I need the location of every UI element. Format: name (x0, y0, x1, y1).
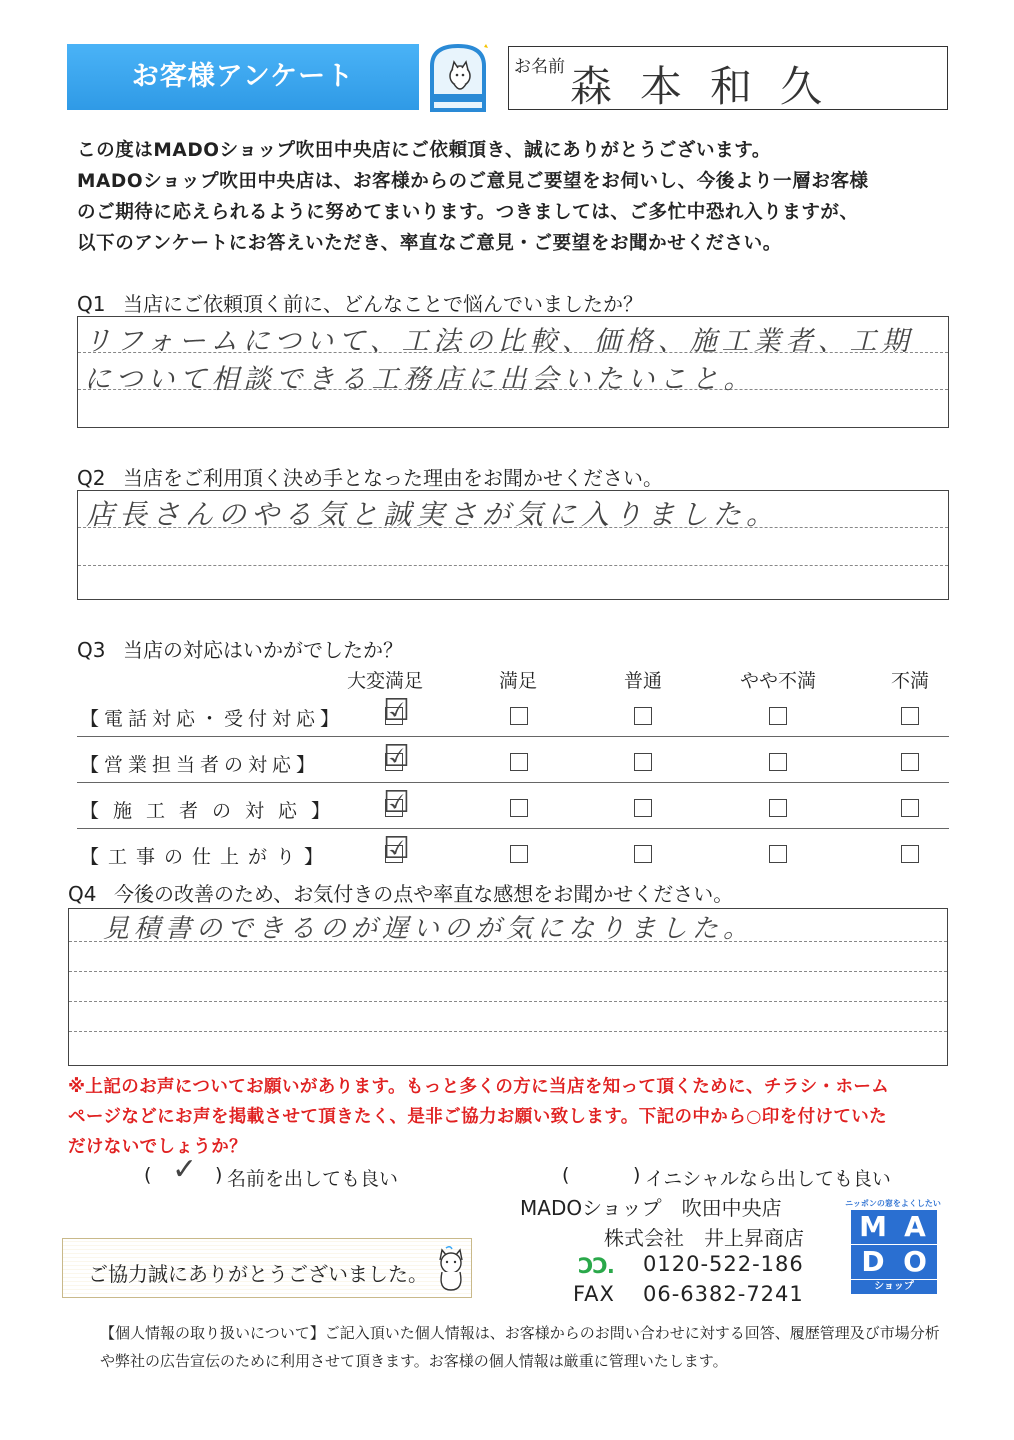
mado-logo (843, 1198, 943, 1298)
check-mark-icon: ☑ (383, 831, 410, 866)
logo-registered: ® (929, 1284, 937, 1293)
q1-answer-box (77, 316, 949, 428)
logo-letter-o: O (893, 1245, 937, 1279)
q1-text: 当店にご依頼頂く前に、どんなことで悩んでいましたか？ (123, 292, 643, 316)
check-mark-icon: ☑ (383, 785, 410, 820)
column-header: 普通 (623, 670, 662, 692)
rating-checkbox[interactable] (510, 707, 528, 725)
name-label: お名前 (514, 57, 565, 77)
logo-tagline: ニッポンの窓をよくしたい (845, 1199, 941, 1208)
rating-checkbox[interactable] (901, 799, 919, 817)
permission-close-paren: ) (633, 1164, 641, 1186)
q4-number: Q4 (68, 882, 97, 906)
check-mark-icon: ☑ (383, 693, 410, 728)
privacy-line: 【個人情報の取り扱いについて】ご記入頂いた個人情報は、お客様からのお問い合わせに対する回答、履歴管理及び市場分析 (100, 1324, 940, 1342)
q2-answer-line: 店長さんのやる気と誠実さが気に入りました。 (86, 498, 780, 531)
page-title: お客様アンケート (131, 61, 355, 92)
permission-check-mark: ✓ (172, 1152, 198, 1187)
rating-checkbox[interactable] (634, 707, 652, 725)
q4-answer-box (68, 908, 948, 1066)
q1-answer-line: について相談できる工務店に出会いたいこと。 (84, 364, 756, 395)
phone-number[interactable]: 0120-522-186 (643, 1252, 804, 1276)
logo-letter-m: M (851, 1210, 895, 1244)
fax-number: 06-6382-7241 (643, 1282, 804, 1306)
permission-open-paren: ( (562, 1164, 570, 1186)
rating-checkbox[interactable] (769, 845, 787, 863)
rating-checkbox[interactable] (769, 753, 787, 771)
q1-title (77, 288, 643, 317)
rating-checkbox[interactable] (510, 799, 528, 817)
q4-title (68, 878, 733, 907)
notice-line: ページなどにお声を掲載させて頂きたく、是非ご協力お願い致します。下記の中から○印を付けていた (68, 1107, 888, 1127)
logo-letter-a: A (893, 1210, 937, 1244)
check-mark-icon: ☑ (383, 739, 410, 774)
rating-checkbox[interactable] (769, 799, 787, 817)
rating-checkbox[interactable] (634, 753, 652, 771)
rating-checkbox[interactable] (769, 707, 787, 725)
q4-text: 今後の改善のため、お気付きの点や率直な感想をお聞かせください。 (114, 882, 734, 906)
column-header: 満足 (498, 670, 537, 692)
q1-number: Q1 (77, 292, 106, 316)
q3-row-label: 【施工者の対応】 (80, 800, 345, 822)
privacy-line: や弊社の広告宣伝のために利用させて頂きます。お客様の個人情報は厳重に管理いたします。 (100, 1352, 728, 1370)
row-divider (77, 782, 949, 783)
rating-checkbox[interactable] (901, 707, 919, 725)
notice-line: ※上記のお声についてお願いがあります。もっと多くの方に当店を知って頂くために、チラシ・ホーム (68, 1077, 890, 1097)
rating-checkbox[interactable] (634, 845, 652, 863)
row-divider (77, 736, 949, 737)
q3-text: 当店の対応はいかがでしたか？ (123, 638, 403, 662)
rating-checkbox[interactable] (901, 753, 919, 771)
thanks-message: ご協力誠にありがとうございました。 (88, 1262, 428, 1286)
q3-row-label: 【営業担当者の対応】 (80, 754, 321, 776)
row-divider (77, 828, 949, 829)
rating-checkbox[interactable] (510, 845, 528, 863)
q2-number: Q2 (77, 466, 106, 490)
column-header: 不満 (890, 670, 929, 692)
cat-icon (434, 1246, 468, 1292)
cat-window-icon (426, 42, 490, 112)
notice-line: だけないでしょうか？ (68, 1137, 247, 1157)
intro-line: MADOショップ吹田中央店は、お客様からのご意見ご要望をお伺いし、今後より一層お客様 (77, 171, 869, 192)
company-name: 株式会社 井上昇商店 (604, 1226, 804, 1250)
q3-row-label: 【工事の仕上がり】 (80, 846, 333, 868)
logo-shop-label: ショップ (851, 1280, 937, 1294)
column-header: やや不満 (739, 670, 816, 692)
rating-checkbox[interactable] (901, 845, 919, 863)
rating-checkbox[interactable] (634, 799, 652, 817)
q1-answer-line: リフォームについて、工法の比較、価格、施工業者、工期 (84, 326, 914, 357)
name-value: 森本和久 (570, 62, 851, 111)
freedial-icon: ƆƆ. (578, 1254, 614, 1278)
shop-name: MADOショップ 吹田中央店 (520, 1196, 782, 1220)
q2-title (77, 462, 663, 491)
q3-row-label: 【電話対応・受付対応】 (80, 708, 345, 730)
permission-option-name[interactable]: 名前を出しても良い (227, 1168, 399, 1190)
fax-label: FAX (573, 1282, 615, 1306)
column-header: 大変満足 (346, 670, 423, 692)
permission-open-paren: ( (144, 1164, 152, 1186)
permission-close-paren: ) (215, 1164, 223, 1186)
rating-checkbox[interactable] (510, 753, 528, 771)
q4-answer-line: 見積書のできるのが遅いのが気になりました。 (103, 914, 755, 944)
intro-line: のご期待に応えられるように努めてまいります。つきましては、ご多忙中恐れ入りますが、 (77, 202, 859, 223)
logo-letter-d: D (851, 1245, 895, 1279)
q2-answer-box (77, 490, 949, 600)
intro-line: 以下のアンケートにお答えいただき、率直なご意見・ご要望をお聞かせください。 (77, 233, 782, 254)
q3-title (77, 634, 403, 663)
q3-number: Q3 (77, 638, 106, 662)
permission-option-initial[interactable]: イニシャルなら出しても良い (645, 1168, 891, 1190)
q2-text: 当店をご利用頂く決め手となった理由をお聞かせください。 (123, 466, 663, 490)
intro-line: この度はMADOショップ吹田中央店にご依頼頂き、誠にありがとうございます。 (77, 140, 771, 161)
